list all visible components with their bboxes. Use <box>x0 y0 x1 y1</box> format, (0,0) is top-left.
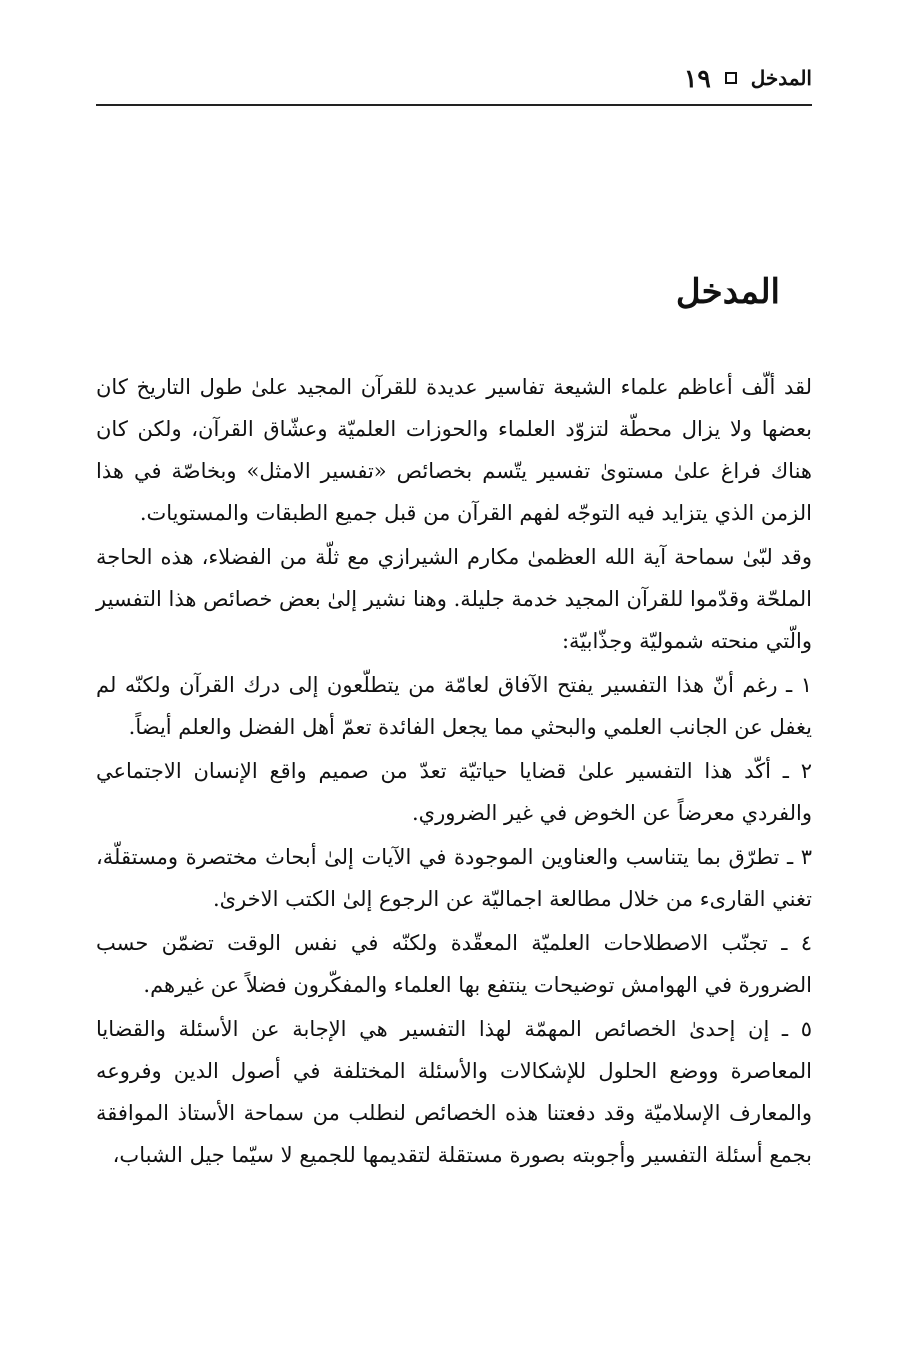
running-title: المدخل <box>750 66 812 90</box>
body-text <box>96 366 812 1176</box>
list-item-4: ٤ ـ تجنّب الاصطلاحات العلميّة المعقّدة ولكنّه في نفس الوقت تضمّن حسب الضرورة في الهوامش توضيحات ينتفع بها العلماء والمفكّرون فضلاً عن غيرهم. <box>96 931 812 997</box>
page-header <box>96 52 812 104</box>
running-head <box>684 64 812 93</box>
list-item-5: ٥ ـ إن إحدىٰ الخصائص المهمّة لهذا التفسير هي الإجابة عن الأسئلة والقضايا المعاصرة ووضع الحلول للإشكالات والأسئلة المختلفة في أصول الدين وفروعه والمعارف الإسلاميّة وقد دفعتنا هذه الخصائص لنطلب من سماحة الأستاذ الموافقة بجمع أسئلة التفسير وأجوبته بصورة مستقلة لتقديمها للجميع لا سيّما جيل الشباب، <box>96 1017 812 1167</box>
list-item-3: ٣ ـ تطرّق بما يتناسب والعناوين الموجودة في الآيات إلىٰ أبحاث مختصرة ومستقلّة، تغني القارىء من خلال مطالعة اجماليّة عن الرجوع إلىٰ الكتب الاخرىٰ. <box>96 845 812 911</box>
header-rule <box>96 104 812 106</box>
paragraph-contribution: وقد لبّىٰ سماحة آية الله العظمىٰ مكارم الشيرازي مع ثلّة من الفضلاء، هذه الحاجة الملحّة وقدّموا للقرآن المجيد خدمة جليلة. وهنا نشير إلىٰ بعض خصائص هذا التفسير والّتي منحته شموليّة وجذّابيّة: <box>96 545 812 653</box>
list-item-2: ٢ ـ أكّد هذا التفسير علىٰ قضايا حياتيّة تعدّ من صميم واقع الإنسان الاجتماعي والفردي معرضاً عن الخوض في غير الضروري. <box>96 759 812 825</box>
square-icon <box>725 72 737 84</box>
paragraph-intro: لقد ألّف أعاظم علماء الشيعة تفاسير عديدة للقرآن المجيد علىٰ طول التاريخ كان بعضها ولا يزال محطّة لتزوّد العلماء والحوزات العلميّة وعشّاق القرآن، ولكن كان هناك فراغ علىٰ مستوىٰ تفسير يتّسم بخصائص «تفسير الامثل» وبخاصّة في هذا الزمن الذي يتزايد فيه التوجّه لفهم القرآن من قبل جميع الطبقات والمستويات. <box>96 375 812 525</box>
page-number: ١٩ <box>683 63 711 93</box>
chapter-title: المدخل <box>675 272 780 312</box>
list-item-1: ١ ـ رغم أنّ هذا التفسير يفتح الآفاق لعامّة من يتطلّعون إلى درك القرآن ولكنّه لم يغفل عن الجانب العلمي والبحثي مما يجعل الفائدة تعمّ أهل الفضل والعلم أيضاً. <box>96 673 812 739</box>
